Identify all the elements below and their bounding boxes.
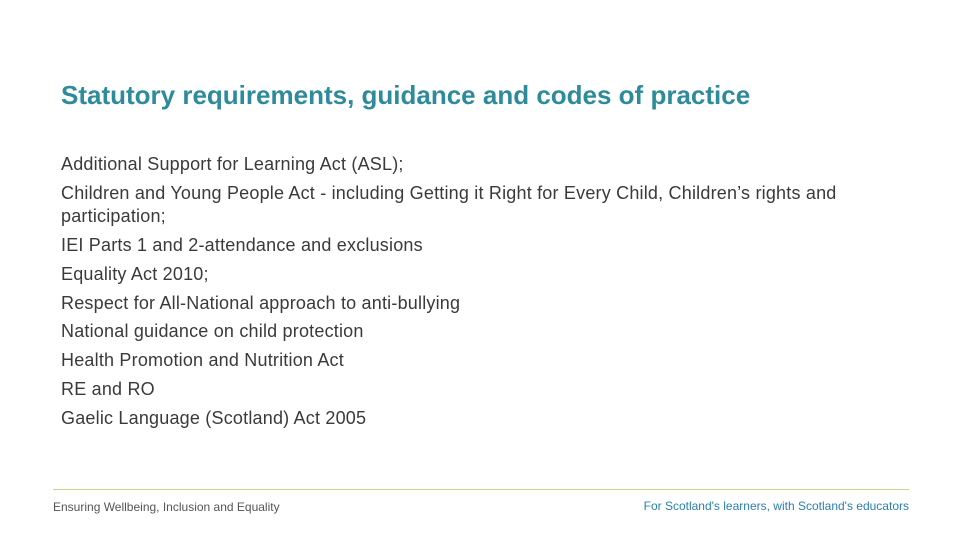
footer-left-text: Ensuring Wellbeing, Inclusion and Equality: [53, 500, 280, 514]
list-item: RE and RO: [61, 379, 155, 400]
list-item: National guidance on child protection: [61, 321, 364, 342]
list-item: Health Promotion and Nutrition Act: [61, 350, 344, 371]
requirements-list: [61, 153, 891, 436]
list-item: Gaelic Language (Scotland) Act 2005: [61, 408, 367, 429]
footer-right-text: For Scotland's learners, with Scotland's educators: [643, 499, 909, 513]
list-item: Additional Support for Learning Act (ASL);: [61, 154, 404, 174]
list-item: Equality Act 2010;: [61, 263, 209, 284]
list-item: Children and Young People Act - including Getting it Right for Every Child, Children’s rights and participation;: [61, 182, 837, 226]
slide-title: Statutory requirements, guidance and codes of practice: [61, 80, 751, 110]
list-item: Respect for All-National approach to anti-bullying: [61, 292, 461, 313]
list-item: IEI Parts 1 and 2-attendance and exclusions: [61, 234, 423, 255]
footer-divider: [53, 489, 909, 490]
